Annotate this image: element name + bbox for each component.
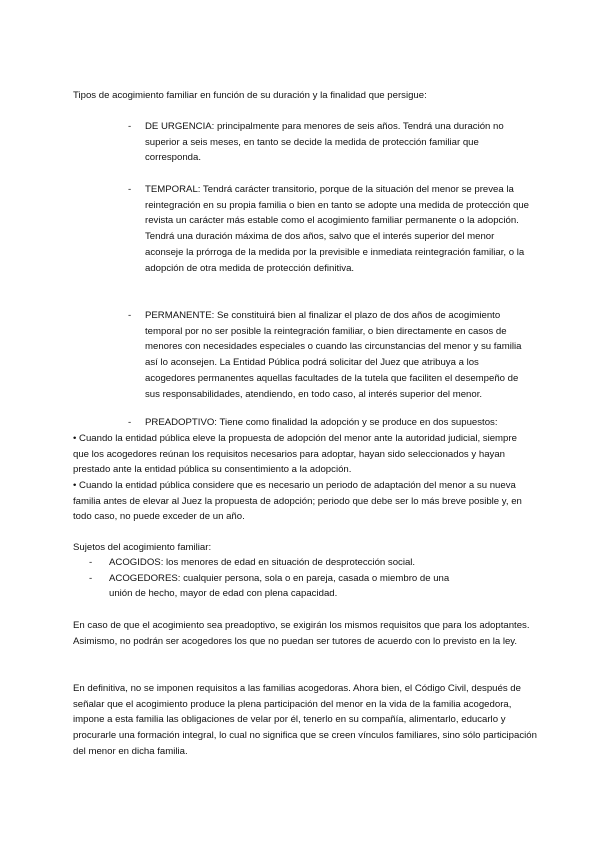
subject-text-acogedores: ACOGEDORES: cualquier persona, sola o en pareja, casada o miembro de una unión de hecho, mayor de edad con plena capacidad.	[109, 572, 450, 600]
dash-bullet: -	[128, 184, 132, 195]
type-text-urgencia: DE URGENCIA: principalmente para menores de seis años. Tendrá una duración no superior a seis meses, en tanto se decide la medida de protección familiar que corresponda.	[145, 121, 504, 164]
intro-heading: Tipos de acogimiento familiar en función de su duración y la finalidad que persigue:	[73, 90, 427, 101]
subject-item-acogidos	[73, 555, 533, 571]
preadoptivo-case-2: • Cuando la entidad pública considere que es necesario un periodo de adaptación del menor a su nueva familia antes de elevar al Juez la propuesta de adopción; periodo que debe ser lo más breve posible y, en todo caso, no puede exceder de un año.	[73, 480, 522, 523]
subjects-list	[73, 555, 533, 602]
paragraph-requisitos: En caso de que el acogimiento sea preadoptivo, se exigirán los mismos requisitos que para los adoptantes. Asimismo, no podrán ser acogedores los que no puedan ser tutores de acuerdo con lo previsto en la ley.	[73, 620, 530, 647]
type-text-temporal: TEMPORAL: Tendrá carácter transitorio, porque de la situación del menor se prevea la reintegración en su propia familia o bien en tanto se adopte una medida de protección que revista un carácter más estable como el acogimiento familiar permanente o la adopción. Tendrá una duración máxima de dos años, salvo que el interés superior del menor aconseje la prórroga de la medida por la previsible e inmediata reintegración familiar, o la adopción de otra medida de protección definitiva.	[145, 184, 530, 274]
type-text-preadoptivo: PREADOPTIVO: Tiene como finalidad la adopción y se produce en dos supuestos:	[145, 417, 498, 428]
dash-bullet: -	[128, 417, 132, 428]
dash-bullet: -	[89, 557, 93, 568]
dash-bullet: -	[128, 310, 132, 321]
subjects-heading: Sujetos del acogimiento familiar:	[73, 542, 212, 553]
preadoptivo-case-1: • Cuando la entidad pública eleve la propuesta de adopción del menor ante la autoridad judicial, siempre que los acogedores reúnan los requisitos necesarios para adoptar, hayan sido seleccionados y hayan prestado ante la entidad pública su consentimiento a la adopción.	[73, 433, 517, 476]
dash-bullet: -	[89, 572, 93, 584]
paragraph-conclusion: En definitiva, no se imponen requisitos a las familias acogedoras. Ahora bien, el Código Civil, después de señalar que el acogimiento produce la plena participación del menor en la vida de la familia acogedora, impone a esta familia las obligaciones de velar por él, tenerlo en su compañía, alimentarlo, educarlo y procurarle una formación integral, lo cual no significa que se creen vínculos familiares, sino sólo participación del menor en dicha familia.	[73, 683, 537, 757]
subject-text-acogidos: ACOGIDOS: los menores de edad en situación de desprotección social.	[109, 557, 416, 568]
type-text-permanente: PERMANENTE: Se constituirá bien al finalizar el plazo de dos años de acogimiento temporal por no ser posible la reintegración familiar, o bien directamente en casos de menores con necesidades especiales o cuando las circunstancias del menor y su familia así lo aconsejen. La Entidad Pública podrá solicitar del Juez que atribuya a los acogedores permanentes aquellas facultades de la tutela que faciliten el desempeño de sus responsabilidades, atendiendo, en todo caso, al interés superior del menor.	[145, 310, 522, 400]
dash-bullet: -	[128, 121, 132, 132]
subject-item-acogedores	[73, 571, 533, 602]
